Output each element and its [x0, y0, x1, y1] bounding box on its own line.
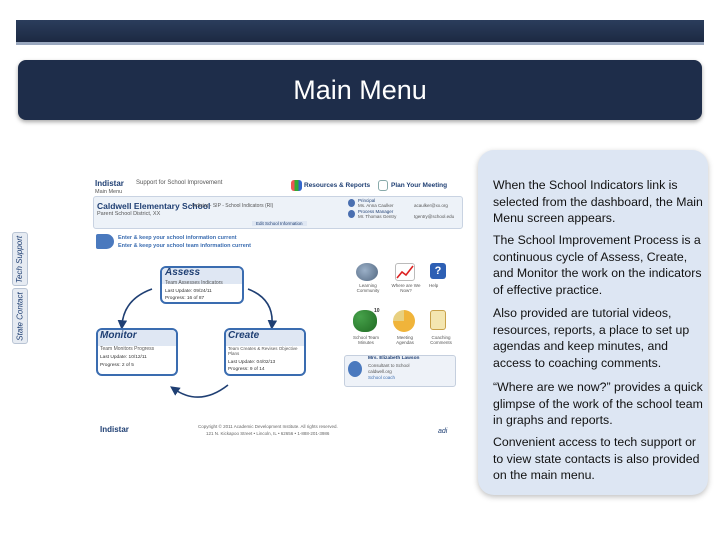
process-manager-email[interactable]: tgentry@school.edu [414, 214, 455, 219]
person-icon [348, 210, 355, 218]
create-title[interactable]: Create [228, 330, 260, 341]
assess-subtitle: Team Assesses Indicators [165, 280, 223, 286]
coaching-comments-icon[interactable] [430, 310, 446, 330]
paragraph-2: The School Improvement Process is a continuous cycle of Assess, Create, and Monitor the work on the indicators of effective practice. [493, 233, 702, 297]
monitor-progress: Progress: 2 of 5 [100, 363, 134, 368]
paragraph-1: When the School Indicators link is selected from the dashboard, the Main Menu screen appears. [493, 178, 703, 226]
process-manager-label: Process Manager [358, 209, 394, 214]
app-subtitle: Support for School Improvement [136, 180, 223, 186]
icon-label[interactable]: Where are We Now? [391, 283, 421, 293]
top-bar [16, 20, 704, 42]
icon-label[interactable]: Meeting Agendas [396, 335, 414, 345]
adi-logo: adi [438, 428, 448, 435]
monitor-title[interactable]: Monitor [100, 330, 137, 341]
monitor-subtitle: Team Monitors Progress [100, 346, 155, 352]
create-subtitle: Team Creates & Revises Objective Plans [228, 346, 298, 356]
top-bar-line [16, 42, 704, 45]
graph-icon [395, 263, 415, 281]
help-icon[interactable]: ? [430, 263, 446, 279]
meeting-agendas-icon[interactable] [393, 310, 415, 332]
app-title: Indistar [95, 179, 124, 188]
school-meta: Indistar - SIP - School Indicators (RI) [192, 203, 274, 209]
school-name: Caldwell Elementary School [97, 201, 211, 211]
principal-name: Ms. Anna Caulker [358, 203, 394, 208]
title-banner [18, 60, 702, 120]
icon-label[interactable]: School Team Minutes [353, 335, 379, 345]
plan-meeting-link[interactable]: Plan Your Meeting [391, 182, 448, 189]
paragraph-3: Also provided are tutorial videos, resources, reports, a place to set up agendas and keep minutes, and access to coaching comments. [493, 306, 690, 370]
address-line: 121 N. Kickapoo Street • Lincoln, IL • 62656 • 1-888-201-3986 [206, 431, 330, 436]
paragraph-4: “Where are we now?” provides a quick glimpse of the work of the school team in graphs and reports. [493, 380, 703, 428]
coach-org: caldwell.org [368, 369, 392, 374]
assess-progress: Progress: 16 of 87 [165, 296, 205, 301]
paragraph-5: Convenient access to tech support or to view state contacts is also provided on the main menu. [493, 435, 700, 483]
icon-label[interactable]: Help [429, 283, 439, 288]
edit-school-info-link[interactable]: Edit School Information [252, 221, 307, 226]
monitor-last-update: Last Update: 10/12/11 [100, 355, 147, 360]
calendar-icon[interactable] [378, 180, 388, 191]
state-contact-label: State Contact [15, 291, 25, 341]
coach-link[interactable]: School coach [368, 375, 396, 380]
explanation-panel [478, 150, 708, 495]
cycle-arrows [88, 175, 348, 445]
slide-title: Main Menu [293, 74, 427, 105]
coach-name: Mrs. Elizabeth Lawson [368, 356, 420, 361]
tech-support-tab[interactable] [12, 232, 28, 286]
tech-support-label: Tech Support [15, 235, 25, 283]
assess-title[interactable]: Assess [165, 267, 201, 278]
coach-avatar-icon [348, 361, 362, 377]
coach-role: Consultant to School [368, 363, 410, 368]
main-menu-label: Main Menu [95, 189, 123, 195]
indistar-screenshot [88, 175, 468, 445]
district-name: Parent School District, XX [97, 211, 161, 217]
state-contact-tab[interactable] [12, 288, 28, 344]
process-manager-name: Mr. Thomas Gentry [358, 214, 397, 219]
assess-last-update: Last Update: 09/24/11 [165, 289, 212, 294]
person-icon [348, 199, 355, 207]
indistar-logo: Indistar [100, 425, 129, 434]
create-progress: Progress: 9 of 14 [228, 367, 265, 372]
principal-email[interactable]: acaulker@xx.org [414, 203, 448, 208]
notice-team-info[interactable]: Enter & keep your school team information current [118, 243, 251, 249]
principal-label: Principal [358, 198, 376, 203]
badge-number: 10 [374, 308, 380, 314]
copyright-line: Copyright © 2011 Academic Development Institute. All rights reserved. [198, 424, 338, 429]
create-last-update: Last Update: 04/02/13 [228, 360, 276, 365]
notice-school-info[interactable]: Enter & keep your school information current [118, 235, 237, 241]
learning-community-icon[interactable] [356, 263, 378, 281]
resources-reports-link[interactable]: Resources & Reports [304, 182, 371, 189]
icon-label[interactable]: Coaching Comments [430, 335, 452, 345]
icon-label[interactable]: Learning Community [356, 283, 380, 293]
